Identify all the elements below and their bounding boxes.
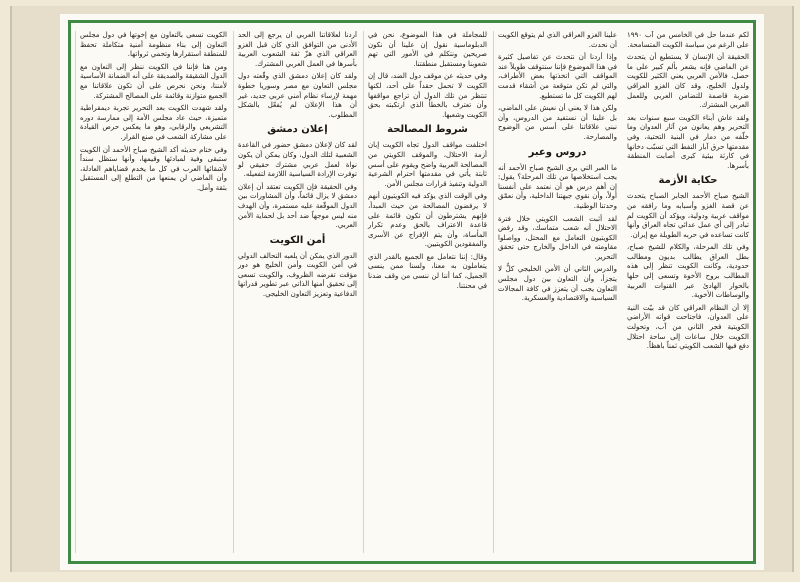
green-border (68, 20, 756, 564)
scanned-sheet (10, 6, 794, 572)
subheading: شروط المصالحة (387, 124, 468, 136)
paragraph: الكويت تسعى بالتعاون مع إخوتها في دول مجلس التعاون إلى بناء منظومة أمنية متكاملة تحفظ للمنطقة استقرارها وتحمي ثرواتها. (80, 31, 227, 59)
paragraph: ولكن هذا لا يعني أن نعيش على الماضي، بل علينا أن نستفيد من الدروس، وأن نبني علاقاتنا على أسس من الوضوح والمصارحة. (498, 104, 617, 141)
paragraph: وفي حديثه عن موقف دول الضد، قال إن الكويت لا تحمل حقداً على أحد، لكنها تنتظر من تلك الدول أن تراجع مواقفها وأن تعترف بالخطأ الذي ارتكبته بحق الكويت وشعبها. (368, 72, 487, 119)
subheading: أمن الكويت (269, 234, 326, 246)
paragraph: ولقد عاش أبناء الكويت سبع سنوات بعد التحرير وهم يعانون من آثار العدوان وما خلّفه من دمار في البنية التحتية، وفي مقدمتها حرق آبار النفط التي تسبّب دخانها في كارثة بيئية كبرى أصابت المنطقة بأسرها. (627, 113, 749, 170)
paragraph: وفي الوقت الذي يؤكد فيه الكويتيون أنهم لا يرفضون المصالحة من حيث المبدأ، فإنهم يشترطون أن تكون قائمة على قاعدة الاعتراف بالحق وعدم تكرار المأساة، وأن يتم الإفراج عن الأسرى والمفقودين الكويتيين. (368, 192, 487, 249)
paragraph: اختلفت مواقف الدول تجاه الكويت إبان أزمة الاحتلال، والموقف الكويتي من المصالحة العربية واضح ويقوم على أسس ثابتة يأتي في مقدمتها احترام الشرعية الدولية وتنفيذ قرارات مجلس الأمن. (368, 141, 487, 188)
paragraph: ما العبر التي يرى الشيخ صباح الأحمد أنه يجب استخلاصها من تلك المرحلة؟ يقول: إن أهم درس هو أن نعتمد على أنفسنا أولاً، وأن نقوي جبهتنا الداخلية، وأن نعمّق وحدتنا الوطنية. (498, 163, 617, 210)
article-column-4 (233, 31, 361, 553)
paragraph: ومن هنا فإننا في الكويت ننظر إلى التعاون مع الدول الشقيقة والصديقة على أنه الضمانة الأساسية لأمننا، ونحن نحرص على أن تكون علاقاتنا مع الجميع متوازنة وقائمة على المصالح المشتركة. (80, 62, 227, 100)
paragraph: لكم عندما حل في الخامس من آب ١٩٩٠ على الرغم من سياسة الكويت المتسامحة. (627, 31, 749, 49)
paragraph: إلا أن النظام العراقي كان قد بيّت النية على العدوان، فاجتاحت قواته الأراضي الكويتية فجر الثاني من آب، وتحولت الكويت خلال ساعات إلى ساحة احتلال دفع فيها الشعب الكويتي ثمناً باهظاً. (627, 303, 749, 351)
paragraph: لقد أثبت الشعب الكويتي خلال فترة الاحتلال أنه شعب متماسك، وقد رفض الكويتيون التعامل مع المحتل، وواصلوا مقاومته في الداخل والخارج حتى تحقق التحرير. (498, 214, 617, 261)
subheading: دروس وعبر (528, 146, 587, 158)
paragraph: والدرس الثاني أن الأمن الخليجي كلٌّ لا يتجزأ، وأن التعاون بين دول مجلس التعاون يجب أن يتعزز في كافة المجالات السياسية والاقتصادية والعسكرية. (498, 265, 617, 303)
paragraph: لقد كان لإعلان دمشق حضور في القاعدة الشعبية لتلك الدول، وكان يمكن أن يكون نواة لعمل عربي مشترك حقيقي لو توفرت الإرادة السياسية اللازمة لتفعيله. (238, 141, 357, 179)
subheading: حكاية الأزمة (658, 175, 718, 187)
article-column-5 (75, 31, 231, 553)
paragraph: وفي ختام حديثه أكد الشيخ صباح الأحمد أن الكويت ستبقى وفية لمبادئها وقيمها، وأنها ستظل سنداً لأشقائها العرب في كل ما يخدم قضاياهم العادلة، وأن الماضي لن يمنعها من التطلع إلى المستقبل بثقة وأمل. (80, 145, 227, 192)
paragraph: الشيخ صباح الأحمد الجابر الصباح يتحدث عن قصة الغزو وأسبابه وما رافقه من مواقف عربية ودولية، ويؤكد أن الكويت لم تبادر إلى أي عمل عدائي تجاه العراق وأنها كانت تساعده في حربه الطويلة مع إيران. (627, 192, 749, 239)
article-column-2 (493, 31, 621, 553)
newspaper-page (60, 14, 764, 570)
paragraph: وقال: إننا نتعامل مع الجميع بالقدر الذي يتعاملون به معنا، ولسنا ممن ينسى الجميل، كما أننا لن ننسى من وقف ضدنا في محنتنا. (368, 252, 487, 290)
paragraph: الحقيقة أن الإنسان لا يستطيع أن يتحدث عن الماضي فإنه يشعر بألم كبير على ما حصل، فالأمن العربي يعني الكثير للكويت ولدول الخليج، وقد كان الغزو العراقي ضربة قاصمة للتضامن العربي وللعمل العربي المشترك. (627, 53, 749, 110)
paragraph: للمجاملة في هذا الموضوع، نحن في الدبلوماسية نقول إن علينا أن نكون صريحين ونتكلم في الأمور التي تهم شعوبنا ومستقبل منطقتنا. (368, 31, 487, 68)
paragraph: أردنا لعلاقاتنا العربي أن يرجع إلى الحد الأدنى من التوافق الذي كان قبل الغزو العراقي الذي هزّ ثقة الشعوب العربية بأسرها في العمل العربي المشترك. (238, 31, 357, 68)
subheading: إعلان دمشق (267, 124, 328, 136)
paragraph: ولقد شهدت الكويت بعد التحرير تجربة ديمقراطية متميزة، حيث عاد مجلس الأمة إلى ممارسة دوره التشريعي والرقابي، وهو ما يعكس حرص القيادة على مشاركة الشعب في صنع القرار. (80, 104, 227, 141)
paragraph: وفي الحقيقة فإن الكويت تعتقد أن إعلان دمشق لا يزال قائماً، وأن المشاورات بين الدول الموقّعة عليه مستمرة، وأن الهدف منه ليس موجهاً ضد أحد بل لحماية الأمن العربي. (238, 182, 357, 230)
article-column-1 (623, 31, 753, 553)
paragraph: وإذا أردنا أن نتحدث عن تفاصيل كثيرة في هذا الموضوع فإننا سنتوقف طويلاً عند المواقف التي اتخذتها بعض الأطراف، والتي لم تكن متوقعة من أشقاء قدمت لهم الكويت كل ما تستطيع. (498, 53, 617, 100)
article-column-3 (363, 31, 491, 553)
paragraph: ولقد كان إعلان دمشق الذي وقّعته دول مجلس التعاون مع مصر وسوريا خطوة مهمة لإرساء نظام أمني عربي جديد، غير أن هذا الإعلان لم يُفعّل بالشكل المطلوب. (238, 72, 357, 119)
paragraph: وفي تلك المرحلة، والكلام للشيخ صباح، بطل العراق يطالب بديون ومطالب حدودية، وكانت الكويت تنظر إلى هذه المطالب بروح الأخوة وتسعى إلى حلها بالحوار الهادئ عبر القنوات العربية والوساطات الأخوية. (627, 243, 749, 300)
paragraph: الدور الذي يمكن أن يلعبه التحالف الدولي في أمن الكويت وأمن الخليج هو دور مؤقت تفرضه الظروف، والكويت تسعى إلى تحقيق أمنها الذاتي عبر تطوير قدراتها الدفاعية وتعزيز التعاون الخليجي. (238, 251, 357, 299)
paragraph: علينا الغزو العراقي الذي لم يتوقع الكويت أن نحدث. (498, 31, 617, 49)
